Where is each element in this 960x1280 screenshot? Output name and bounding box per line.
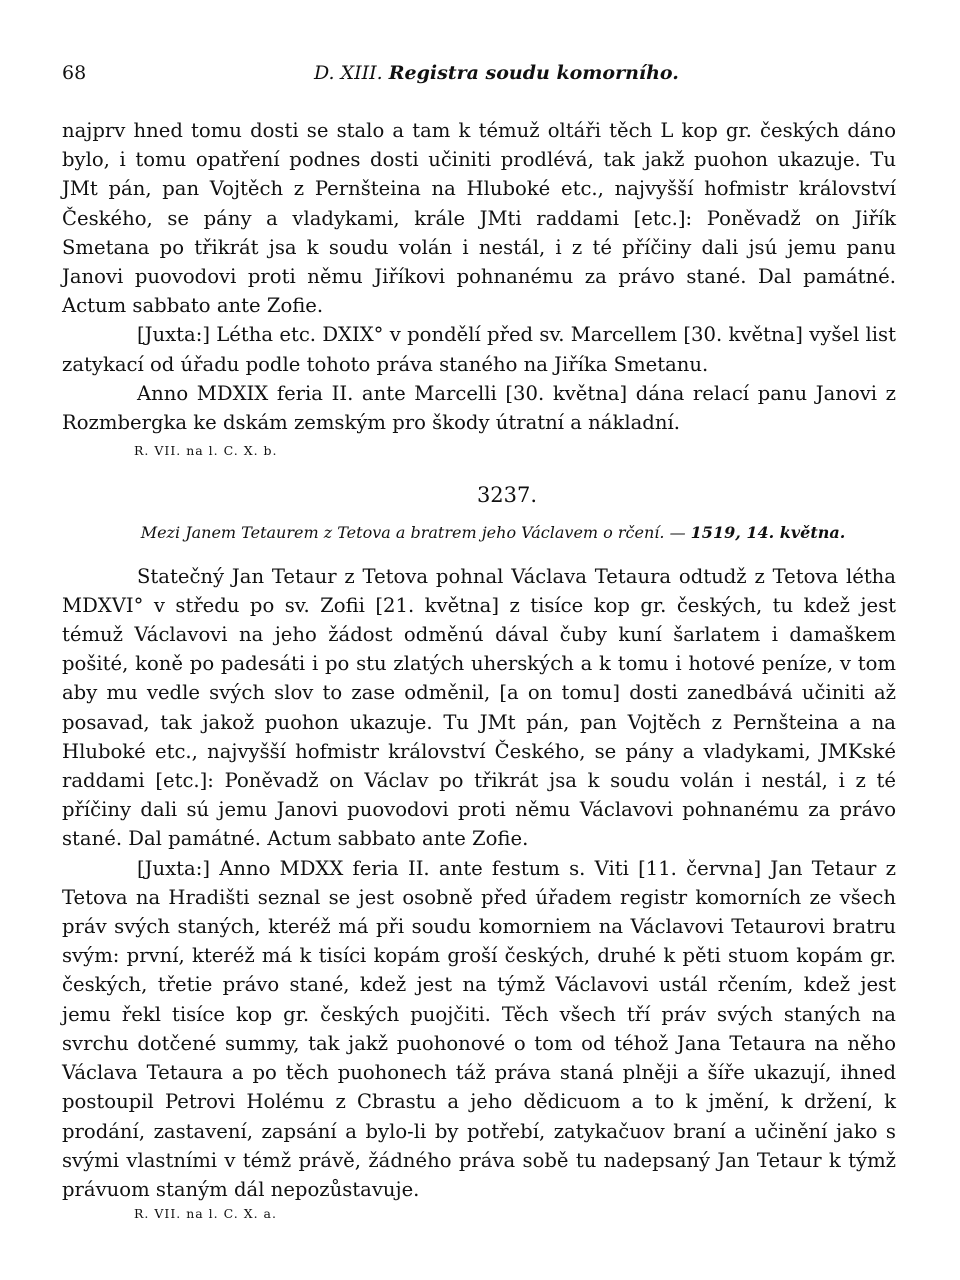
entry-title-text: Mezi Janem Tetaurem z Tetova a bratrem jeho Václavem o rčení. — (140, 523, 686, 543)
running-title (314, 62, 679, 84)
paragraph: [Juxta:] Létha etc. DXIX° v pondělí před sv. Marcellem [30. května] vyšel list zatykací od úřadu podle tohoto práva staného na Jiříka Smetanu. (62, 323, 896, 376)
entry-title (90, 518, 896, 547)
register-reference: R. VII. na l. C. X. b. (134, 443, 278, 459)
document-page (62, 62, 896, 1224)
register-reference: R. VII. na l. C. X. a. (134, 1206, 277, 1222)
running-title-section: D. XIII. (314, 62, 383, 84)
body-text (62, 116, 896, 1224)
page-number: 68 (62, 62, 87, 84)
paragraph: [Juxta:] Anno MDXX feria II. ante festum s. Viti [11. června] Jan Tetaur z Tetova na Hradišti seznal se jest osobně před úřadem registr komorních ze všech práv svých staných, kteréž má při soudu komorniem na Václavovi Tetaurovi bratru svým: první, kteréž má k tisíci kopám groší českých, druhé k pěti stuom kopám gr. českých, třetie právo stané, kdež jest na týmž Václavovi ustál rčením, kdež jest jemu řekl tisíce kop gr. českých puojčiti. Těch všech tří práv svých staných na svrchu dotčené summy, tak jakž puohonové o tom od téhož Jana Tetaura na něho Václava Tetaura a po těch puohonech táž práva staná plněji a šíře ukazují, ihned postoupil Petrovi Holému z Cbrastu a jeho dědicuom a to k jmění, k držení, k prodání, zastavení, zapsání a bylo-li by potřebí, zatykačuov braní a učinění jako s svými vlastními v témž právě, žádného práva sobě tu nadepsaný Jan Tetaur k týmž právuom staným dál nepozůstavuje. (62, 856, 896, 1201)
paragraph: Statečný Jan Tetaur z Tetova pohnal Václava Tetaura odtudž z Tetova létha MDXVI° v středu po sv. Zofii [21. května] z tisíce kop gr. českých, tu kdež jest témuž Václavovi na jeho žádost odměnú dával čuby kuní šarlatem i damaškem pošité, koně po padesáti i po stu zlatých uherských a k tomu i hotové peníze, v tom aby mu vedle svých slov to zase odměnil, [a on tomu] dosti zanedbává učiniti až posavad, tak jakož puohon ukazuje. Tu JMt pán, pan Vojtěch z Pernšteina a na Hluboké etc., najvyšší hofmistr království Českého, se pány a vladykami, JMKské raddami [etc.]: Poněvadž on Václav po třikrát jsa k soudu volán i nestál, i z té příčiny dali sú jemu Janovi puovodovi proti němu Václavovi pohnanému za právo stané. Dal památné. Actum sabbato ante Zofie. (62, 564, 896, 851)
page-header (62, 62, 896, 92)
paragraph: najprv hned tomu dosti se stalo a tam k témuž oltáři těch L kop gr. českých dáno bylo, i tomu opatření podnes dosti učiniti prodlévá, tak jakž puohon ukazuje. Tu JMt pán, pan Vojtěch z Pernšteina na Hluboké etc., najvyšší hofmistr království Českého, se pány a vladykami, krále JMti raddami [etc.]: Poněvadž on Jiřík Smetana po třikrát jsa k soudu volán i nestál, i z té příčiny dali jsú jemu panu Janovi puovodovi proti němu Jiříkovi pohnanému za právo stané. Dal památné. Actum sabbato ante Zofie. (62, 119, 896, 318)
entry-date: 1519, 14. května. (690, 523, 846, 543)
running-title-main: Registra soudu komorního. (388, 62, 679, 84)
paragraph: Anno MDXIX feria II. ante Marcelli [30. května] dána relací panu Janovi z Rozmbergka ke dskám zemským pro škody útratní a nákladní. (62, 381, 896, 435)
entry-number: 3237. (476, 483, 538, 508)
